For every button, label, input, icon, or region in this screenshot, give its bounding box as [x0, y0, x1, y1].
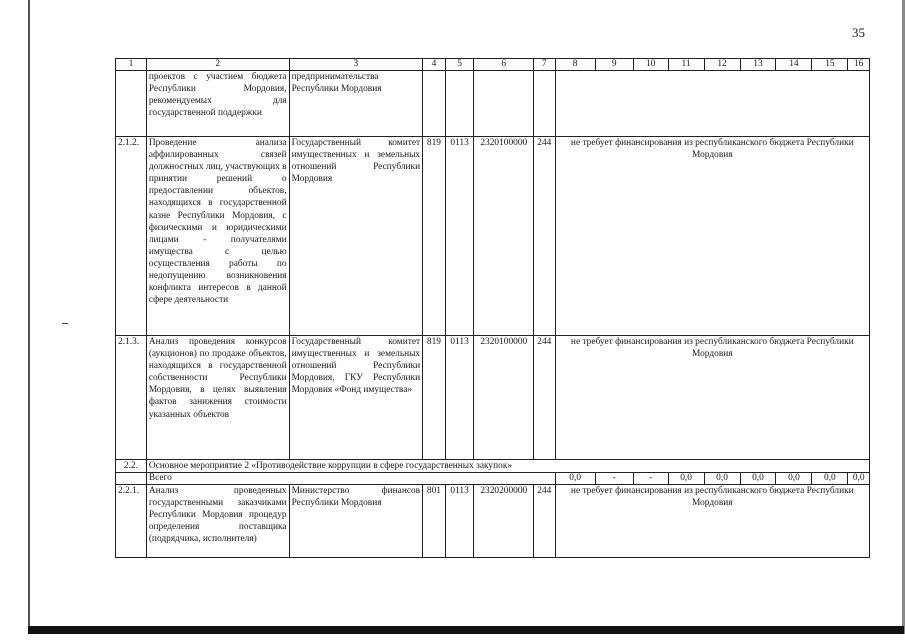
row-number: 2.1.3. — [116, 336, 147, 460]
target-code: 2320100000 — [474, 137, 534, 336]
header-cell: 2 — [146, 59, 289, 71]
empty-cell — [116, 473, 147, 485]
header-cell: 11 — [668, 59, 704, 71]
total-value: 0,0 — [848, 473, 870, 485]
section-code — [445, 71, 474, 137]
section-code: 0113 — [445, 137, 474, 336]
header-cell: 1 — [116, 59, 147, 71]
table-row — [116, 137, 870, 336]
measure-name: Анализ проведенных государственными заказчиками Республики Мордовия процедур определения поставщика (подрядчика, исполнителя) — [146, 485, 289, 558]
grbs-code — [423, 71, 446, 137]
scan-left-edge — [28, 0, 30, 634]
row-number: 2.2.1. — [116, 485, 147, 558]
header-cell: 7 — [534, 59, 556, 71]
header-cell: 15 — [812, 59, 848, 71]
executor: Государственный комитет имущественных и земельных отношений Республики Мордовия — [289, 137, 423, 336]
target-code: 2320200000 — [474, 485, 534, 558]
target-code — [474, 71, 534, 137]
scan-bottom-edge — [28, 626, 904, 634]
financing-note: не требует финансирования из республиканского бюджета Республики Мордовия — [555, 336, 869, 460]
header-cell: 9 — [595, 59, 633, 71]
total-value: 0,0 — [668, 473, 704, 485]
page-number: 35 — [852, 25, 865, 40]
table-row — [116, 336, 870, 460]
target-code: 2320100000 — [474, 336, 534, 460]
header-cell: 5 — [445, 59, 474, 71]
header-cell: 8 — [555, 59, 595, 71]
header-row — [116, 59, 870, 71]
header-cell: 4 — [423, 59, 446, 71]
header-cell: 3 — [289, 59, 423, 71]
section-title: Основное мероприятие 2 «Противодействие коррупции в сфере государственных закупок» — [146, 460, 869, 473]
total-value: 0,0 — [704, 473, 740, 485]
financing-note — [555, 71, 869, 137]
total-value: 0,0 — [740, 473, 776, 485]
header-cell: 6 — [474, 59, 534, 71]
margin-mark — [62, 323, 68, 324]
section-code: 0113 — [445, 336, 474, 460]
total-row — [116, 473, 870, 485]
expense-code — [534, 71, 556, 137]
financing-note: не требует финансирования из республиканского бюджета Республики Мордовия — [555, 485, 869, 558]
total-value: - — [595, 473, 633, 485]
measure-name: Анализ проведения конкурсов (аукционов) по продаже объектов, находящихся в государственной собственности Республики Мордовия, в целях выявления фактов занижения стоимости указанных объектов — [146, 336, 289, 460]
financing-note: не требует финансирования из республиканского бюджета Республики Мордовия — [555, 137, 869, 336]
total-value: 0,0 — [812, 473, 848, 485]
executor: Министерство финансов Республики Мордовия — [289, 485, 423, 558]
header-cell: 13 — [740, 59, 776, 71]
row-number: 2.1.2. — [116, 137, 147, 336]
header-cell: 14 — [776, 59, 812, 71]
header-cell: 16 — [848, 59, 870, 71]
header-cell: 12 — [704, 59, 740, 71]
total-value: 0,0 — [776, 473, 812, 485]
expense-code: 244 — [534, 336, 556, 460]
section-code: 0113 — [445, 485, 474, 558]
header-cell: 10 — [633, 59, 668, 71]
row-number: 2.2. — [116, 460, 147, 473]
section-row — [116, 460, 870, 473]
expense-code: 244 — [534, 137, 556, 336]
total-label: Всего — [146, 473, 555, 485]
table-row — [116, 71, 870, 137]
expense-code: 244 — [534, 485, 556, 558]
grbs-code: 819 — [423, 336, 446, 460]
grbs-code: 819 — [423, 137, 446, 336]
measure-name: проектов с участием бюджета Республики Мордовия, рекомендуемых для государственной поддержки — [146, 71, 289, 137]
table-row — [116, 485, 870, 558]
measures-table — [115, 58, 870, 558]
total-value: 0,0 — [555, 473, 595, 485]
row-number — [116, 71, 147, 137]
measure-name: Проведение анализа аффилированных связей должностных лиц, участвующих в принятии решений о предоставлении объектов, находящихся в государственной казне Республики Мордовия, с физическими и юридическими лицами - получателями имущества с целью осуществления работы по недопущению возникновения конфликта интересов в данной сфере деятельности — [146, 137, 289, 336]
executor: предпринимательства Республики Мордовия — [289, 71, 423, 137]
executor: Государственный комитет имущественных и земельных отношений Республики Мордовия, ГКУ Республики Мордовия «Фонд имущества» — [289, 336, 423, 460]
grbs-code: 801 — [423, 485, 446, 558]
total-value: - — [633, 473, 668, 485]
